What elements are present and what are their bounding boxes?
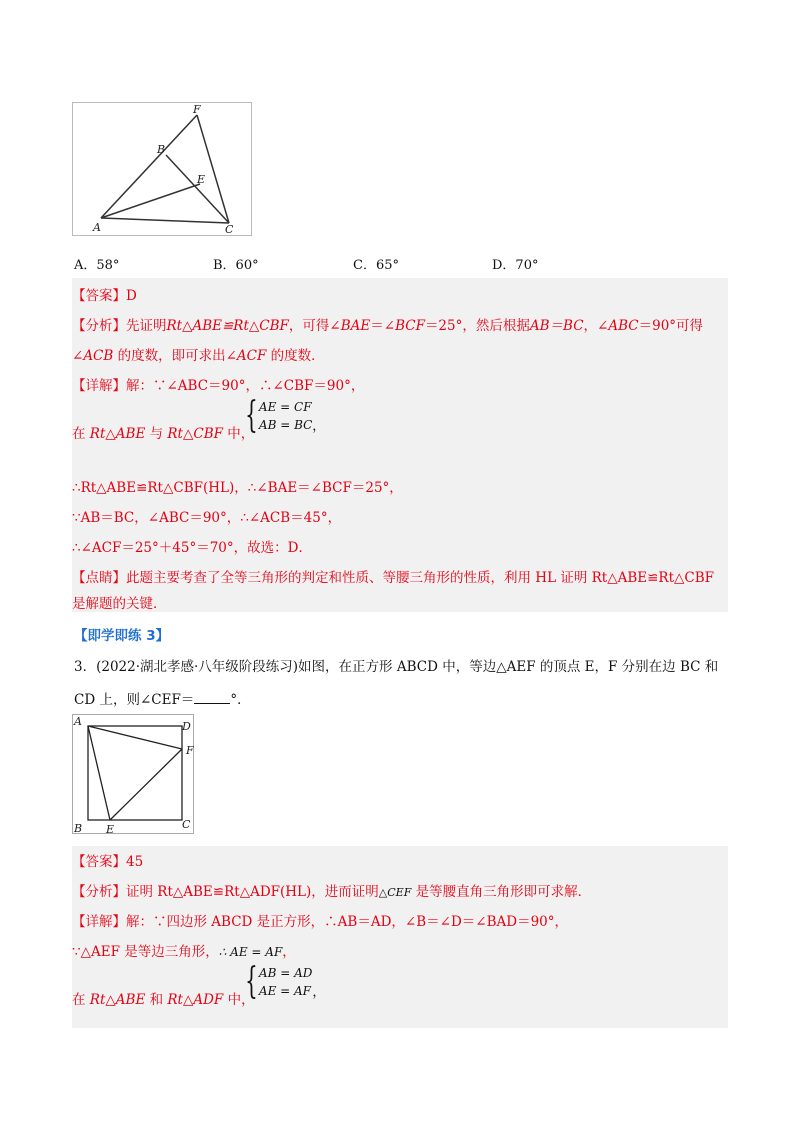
equation-system-1 — [240, 395, 326, 436]
fig1-label-c: C — [225, 223, 234, 235]
detail-2-line-1: 【详解】解：∵四边形 ABCD 是正方形，∴AB＝AD，∠B＝∠D＝∠BAD＝90°， — [72, 914, 568, 930]
analysis-1-line-2: ∠ACB 的度数，即可求出∠ACF 的度数． — [72, 348, 325, 364]
fig2-label-f: F — [186, 744, 194, 757]
detail-1-line-3: ∴Rt△ABE≌Rt△CBF(HL)，∴∠BAE＝∠BCF＝25°， — [72, 480, 403, 496]
question-3-line-2: CD 上，则∠CEF＝ °． — [74, 692, 251, 708]
fig1-label-f: F — [193, 103, 201, 116]
system-comma: ， — [312, 418, 326, 434]
solution-block-2 — [72, 846, 728, 1028]
answer-2: 【答案】45 — [72, 854, 144, 870]
option-b: B．60° — [213, 258, 259, 273]
equation-ab-ad: AB = AD — [258, 966, 313, 980]
detail-2-line-2: ∵△AEF 是等边三角形，∴ AE = AF， — [72, 944, 296, 960]
question-3-line-1: 3．(2022·湖北孝感·八年级阶段练习)如图，在正方形 ABCD 中，等边△AEF 的顶点 E，F 分别在边 BC 和 — [74, 659, 719, 675]
square-figure-2-svg — [72, 714, 194, 834]
fig1-label-e: E — [197, 173, 206, 186]
answer-1: 【答案】D — [72, 288, 137, 304]
fig1-label-a: A — [93, 221, 101, 234]
segment-ef — [110, 749, 182, 820]
segment-af — [88, 726, 182, 749]
left-brace: { — [245, 961, 258, 1002]
segment-ae — [88, 726, 110, 820]
point-1-line-1: 【点睛】此题主要考查了全等三角形的判定和性质、等腰三角形的性质，利用 HL 证明 Rt△ABE≌Rt△CBF — [72, 570, 715, 586]
analysis-1-line-1: 【分析】先证明Rt△ABE≌Rt△CBF，可得∠BAE＝∠BCF＝25°，然后根据AB＝BC，∠ABC＝90°可得 — [72, 318, 704, 334]
detail-1-line-1: 【详解】解：∵∠ABC＝90°，∴∠CBF＝90°， — [72, 378, 365, 394]
equation-ab-bc: AB = BC — [258, 418, 313, 432]
answer-blank[interactable] — [194, 691, 230, 704]
detail-1-line-5: ∴∠ACF＝25°＋45°＝70°，故选：D． — [72, 540, 312, 556]
fig2-label-e: E — [106, 823, 115, 834]
equation-ae-af: AE = AF — [258, 984, 312, 998]
option-a: A．58° — [74, 258, 120, 273]
option-c: C．65° — [353, 258, 399, 273]
equation-ae-cf: AE = CF — [258, 400, 312, 414]
triangle-figure-1-svg — [73, 103, 251, 235]
detail-1-line-4: ∵AB＝BC，∠ABC＝90°，∴∠ACB＝45°， — [72, 510, 342, 526]
square-figure-2 — [72, 714, 194, 834]
fig2-label-b: B — [74, 822, 83, 834]
segment-ac — [101, 218, 229, 223]
fig1-label-b: B — [157, 143, 166, 156]
analysis-2: 【分析】证明 Rt△ABE≌Rt△ADF(HL)，进而证明△CEF 是等腰直角三角形即可求解． — [72, 884, 592, 900]
triangle-figure-1 — [72, 102, 252, 236]
solution-block-1 — [72, 278, 728, 612]
fig2-label-a: A — [74, 715, 82, 728]
section-title: 【即学即练 3】 — [74, 628, 170, 644]
answer-options — [74, 254, 674, 274]
square-abcd — [88, 726, 182, 820]
system-comma: ， — [312, 984, 326, 1000]
detail-2-line-3: 在 Rt△ABE 和 Rt△ADF 中， — [72, 992, 255, 1008]
left-brace: { — [245, 395, 258, 436]
detail-1-line-2: 在 Rt△ABE 与 Rt△CBF 中， — [72, 426, 255, 442]
fig2-label-c: C — [182, 818, 191, 831]
point-1-line-2: 是解题的关键． — [72, 596, 167, 612]
fig2-label-d: D — [182, 720, 191, 733]
equation-system-2 — [240, 961, 326, 1002]
figure-border — [73, 715, 194, 834]
option-d: D．70° — [492, 258, 539, 273]
segment-af — [101, 115, 197, 218]
